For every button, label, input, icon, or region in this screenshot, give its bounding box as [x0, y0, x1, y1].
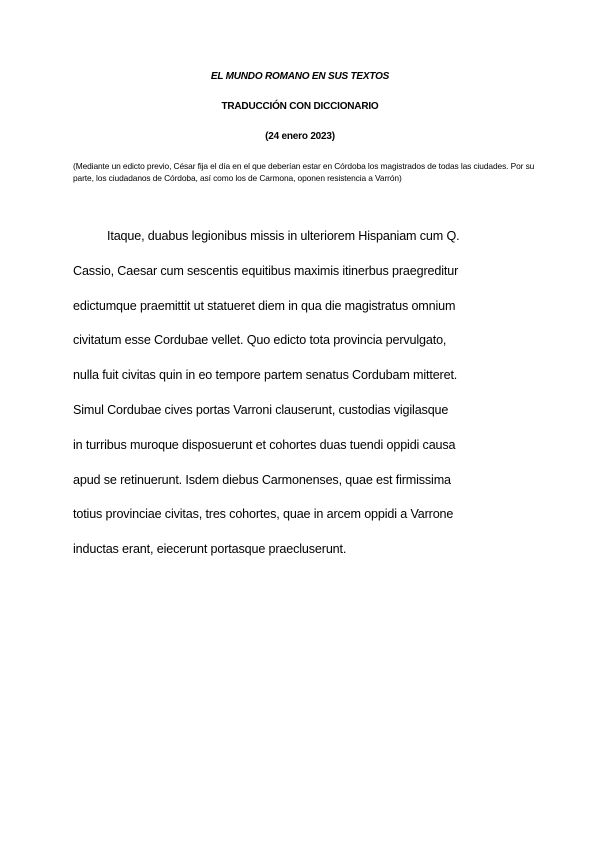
text-line: apud se retinuerunt. Isdem diebus Carmonenses, quae est firmissima [73, 472, 451, 487]
text-line: nulla fuit civitas quin in eo tempore partem senatus Cordubam mitteret. [73, 368, 458, 383]
latin-text [73, 226, 543, 574]
document-subtitle: TRADUCCIÓN CON DICCIONARIO [221, 101, 379, 112]
text-line: Simul Cordubae cives portas Varroni clauserunt, custodias vigilasque [73, 402, 449, 417]
text-line: edictumque praemittit ut statueret diem in qua die magistratus omnium [73, 298, 456, 313]
document-date: (24 enero 2023) [265, 131, 335, 142]
text-line: Cassio, Caesar cum sescentis equitibus maximis itinerbus praegreditur [73, 263, 459, 278]
text-line: totius provinciae civitas, tres cohortes, quae in arcem oppidi a Varrone [73, 507, 454, 522]
text-line: civitatum esse Cordubae vellet. Quo edicto tota provincia pervulgato, [73, 333, 447, 348]
context-note: (Mediante un edicto previo, César fija el día en el que deberían estar en Córdoba los magistrados de todas las ciudades. Por su parte, los ciudadanos de Córdoba, así como los de Carmona, oponen resistencia a Varrón) [73, 161, 535, 183]
text-line: inductas erant, eiecerunt portasque praecluserunt. [73, 542, 347, 557]
text-line: Itaque, duabus legionibus missis in ulteriorem Hispaniam cum Q. [107, 229, 460, 243]
document-title: EL MUNDO ROMANO EN SUS TEXTOS [210, 71, 390, 82]
text-line: in turribus muroque disposuerunt et cohortes duas tuendi oppidi causa [73, 437, 456, 452]
